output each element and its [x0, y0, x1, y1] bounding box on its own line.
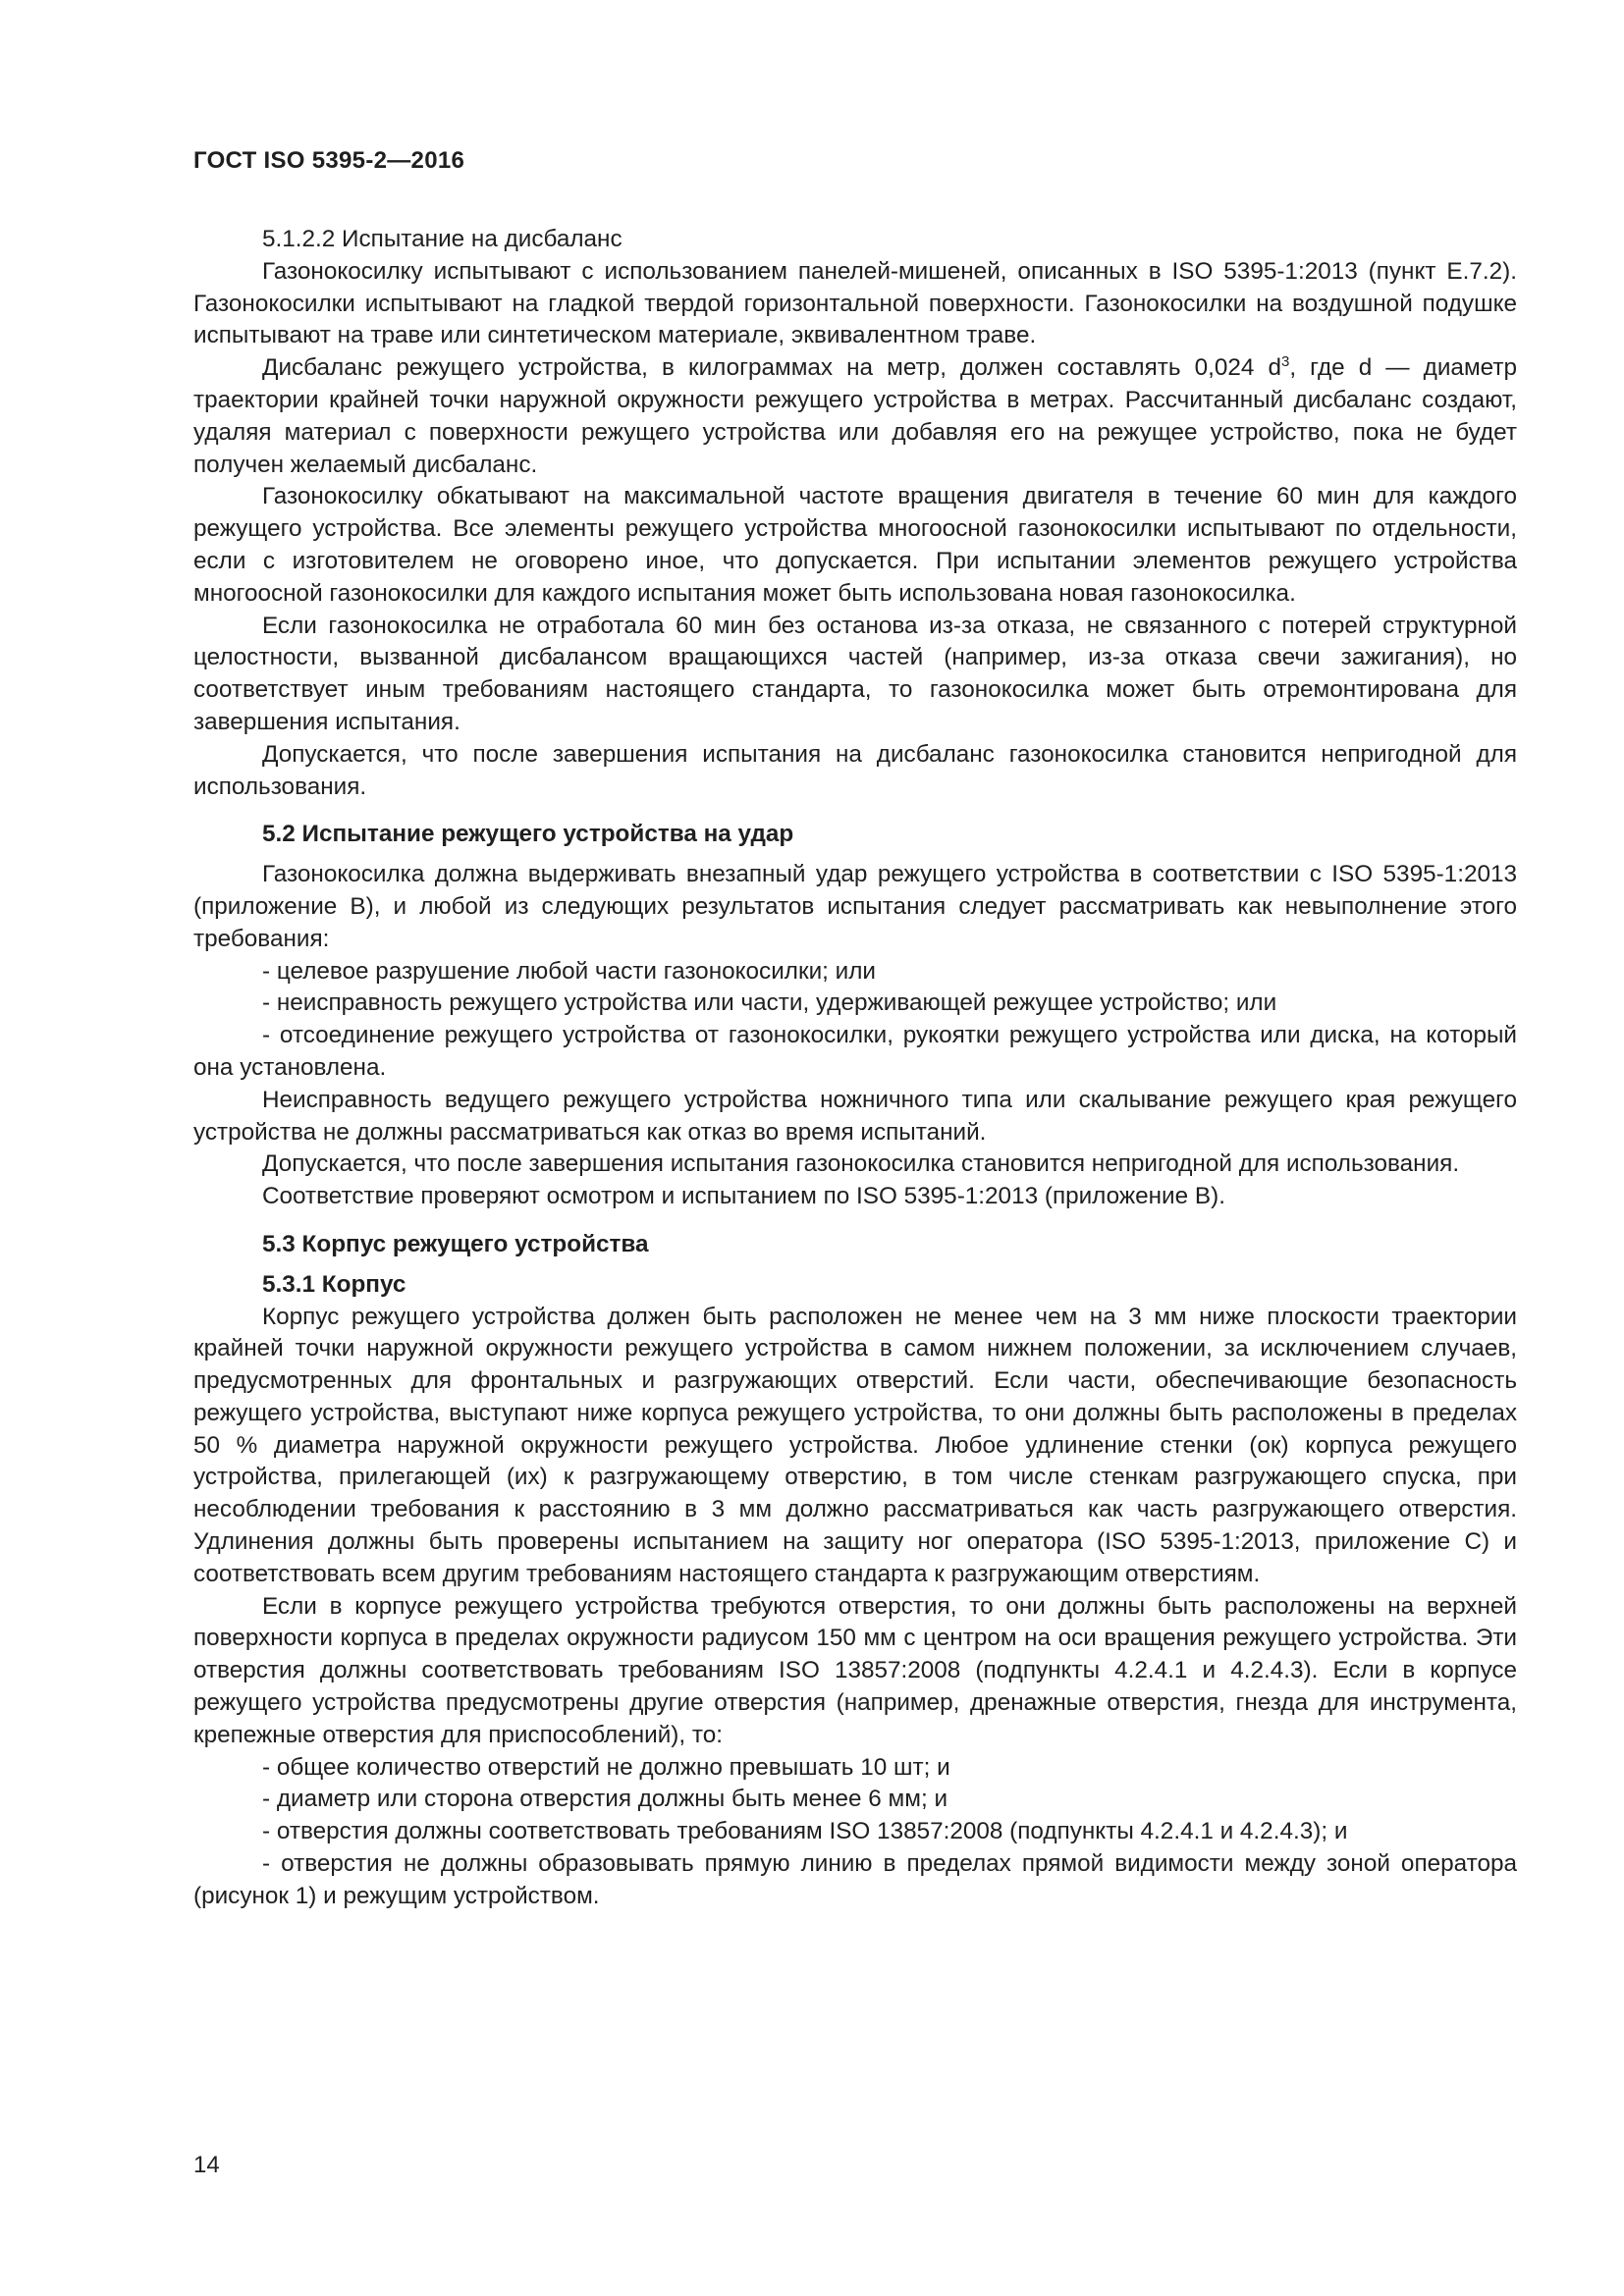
list-item: - целевое разрушение любой части газонокосилки; или	[262, 957, 876, 985]
list-item: - отверстия должны соответствовать требованиям ISO 13857:2008 (подпункты 4.2.4.1 и 4.2.4.3); и	[262, 1818, 1348, 1845]
paragraph: Неисправность ведущего режущего устройства ножничного типа или скалывание режущего края режущего устройства не должны рассматриваться как отказ во время испытаний.	[193, 1086, 1517, 1146]
section-5-2-heading: 5.2 Испытание режущего устройства на удар	[262, 821, 794, 848]
paragraph: Допускается, что после завершения испытания газонокосилка становится непригодной для использования.	[262, 1150, 1460, 1178]
paragraph: Если газонокосилка не отработала 60 мин без останова из-за отказа, не связанного с потерей структурной целостности, вызванной дисбалансом вращающихся частей (например, из-за отказа свечи зажигания), но соответствует иным требованиям настоящего стандарта, то газонокосилка может быть отремонтирована для завершения испытания.	[193, 612, 1517, 735]
paragraph: Газонокосилку обкатывают на максимальной частоте вращения двигателя в течение 60 мин для каждого режущего устройства. Все элементы режущего устройства многоосной газонокосилки испытывают по отдельности, если с изготовителем не оговорено иное, что допускается. При испытании элементов режущего устройства многоосной газонокосилки для каждого испытания может быть использована новая газонокосилка.	[193, 483, 1517, 607]
list-item: - общее количество отверстий не должно превышать 10 шт; и	[262, 1753, 950, 1781]
clause-5-3-1-heading: 5.3.1 Корпус	[262, 1270, 406, 1298]
text-span: Дисбаланс режущего устройства, в килограммах на метр, должен составлять 0,024 d	[262, 354, 1282, 382]
paragraph: Газонокосилку испытывают с использованием панелей-мишеней, описанных в ISO 5395-1:2013 (пункт Е.7.2). Газонокосилки испытывают на гладкой твердой горизонтальной поверхности. Газонокосилки на воздушной подушке испытывают на траве или синтетическом материале, эквивалентном траве.	[193, 257, 1517, 349]
paragraph	[193, 352, 1517, 481]
list-item: - диаметр или сторона отверстия должны быть менее 6 мм; и	[262, 1786, 948, 1813]
clause-5-1-2-2-heading: 5.1.2.2 Испытание на дисбаланс	[262, 226, 623, 252]
list-item: - отверстия не должны образовывать прямую линию в пределах прямой видимости между зоной оператора (рисунок 1) и режущим устройством.	[193, 1850, 1517, 1909]
paragraph: Газонокосилка должна выдерживать внезапный удар режущего устройства в соответствии с ISO 5395-1:2013 (приложение В), и любой из следующих результатов испытания следует рассматривать как невыполнение этого требования:	[193, 861, 1517, 952]
list-item: - неисправность режущего устройства или части, удерживающей режущее устройство; или	[262, 989, 1277, 1017]
superscript: 3	[1281, 353, 1290, 371]
text-span: , где d — диаметр траектории крайней точки наружной окружности режущего устройства в метрах. Рассчитанный дисбаланс создают, удаляя материал с поверхности режущего устройства или добавляя его на режущее устройство, пока не будет получен желаемый дисбаланс.	[193, 354, 1517, 478]
document-header: ГОСТ ISO 5395-2—2016	[193, 147, 465, 174]
paragraph: Корпус режущего устройства должен быть расположен не менее чем на 3 мм ниже плоскости траектории крайней точки наружной окружности режущего устройства в самом нижнем положении, за исключением случаев, предусмотренных для фронтальных и разгружающих отверстий. Если части, обеспечивающие безопасность режущего устройства, выступают ниже корпуса режущего устройства, то они должны быть расположены в пределах 50 % диаметра наружной окружности режущего устройства. Любое удлинение стенки (ок) корпуса режущего устройства, прилегающей (их) к разгружающему отверстию, в том числе стенкам разгружающего спуска, при несоблюдении требования к расстоянию в 3 мм должно рассматриваться как часть разгружающего отверстия. Удлинения должны быть проверены испытанием на защиту ног оператора (ISO 5395-1:2013, приложение С) и соответствовать всем другим требованиям настоящего стандарта к разгружающим отверстиям.	[193, 1303, 1517, 1587]
list-item: - отсоединение режущего устройства от газонокосилки, рукоятки режущего устройства или диска, на который она установлена.	[193, 1022, 1517, 1081]
section-5-3-heading: 5.3 Корпус режущего устройства	[262, 1230, 649, 1257]
paragraph: Допускается, что после завершения испытания на дисбаланс газонокосилка становится непригодной для использования.	[193, 740, 1517, 800]
paragraph: Соответствие проверяют осмотром и испытанием по ISO 5395-1:2013 (приложение В).	[262, 1183, 1225, 1210]
paragraph: Если в корпусе режущего устройства требуются отверстия, то они должны быть расположены на верхней поверхности корпуса в пределах окружности радиусом 150 мм с центром на оси вращения режущего устройства. Эти отверстия должны соответствовать требованиям ISO 13857:2008 (подпункты 4.2.4.1 и 4.2.4.3). Если в корпусе режущего устройства предусмотрены другие отверстия (например, дренажные отверстия, гнезда для инструмента, крепежные отверстия для приспособлений), то:	[193, 1592, 1517, 1748]
document-body	[193, 224, 1517, 1913]
page-number: 14	[193, 2152, 220, 2178]
